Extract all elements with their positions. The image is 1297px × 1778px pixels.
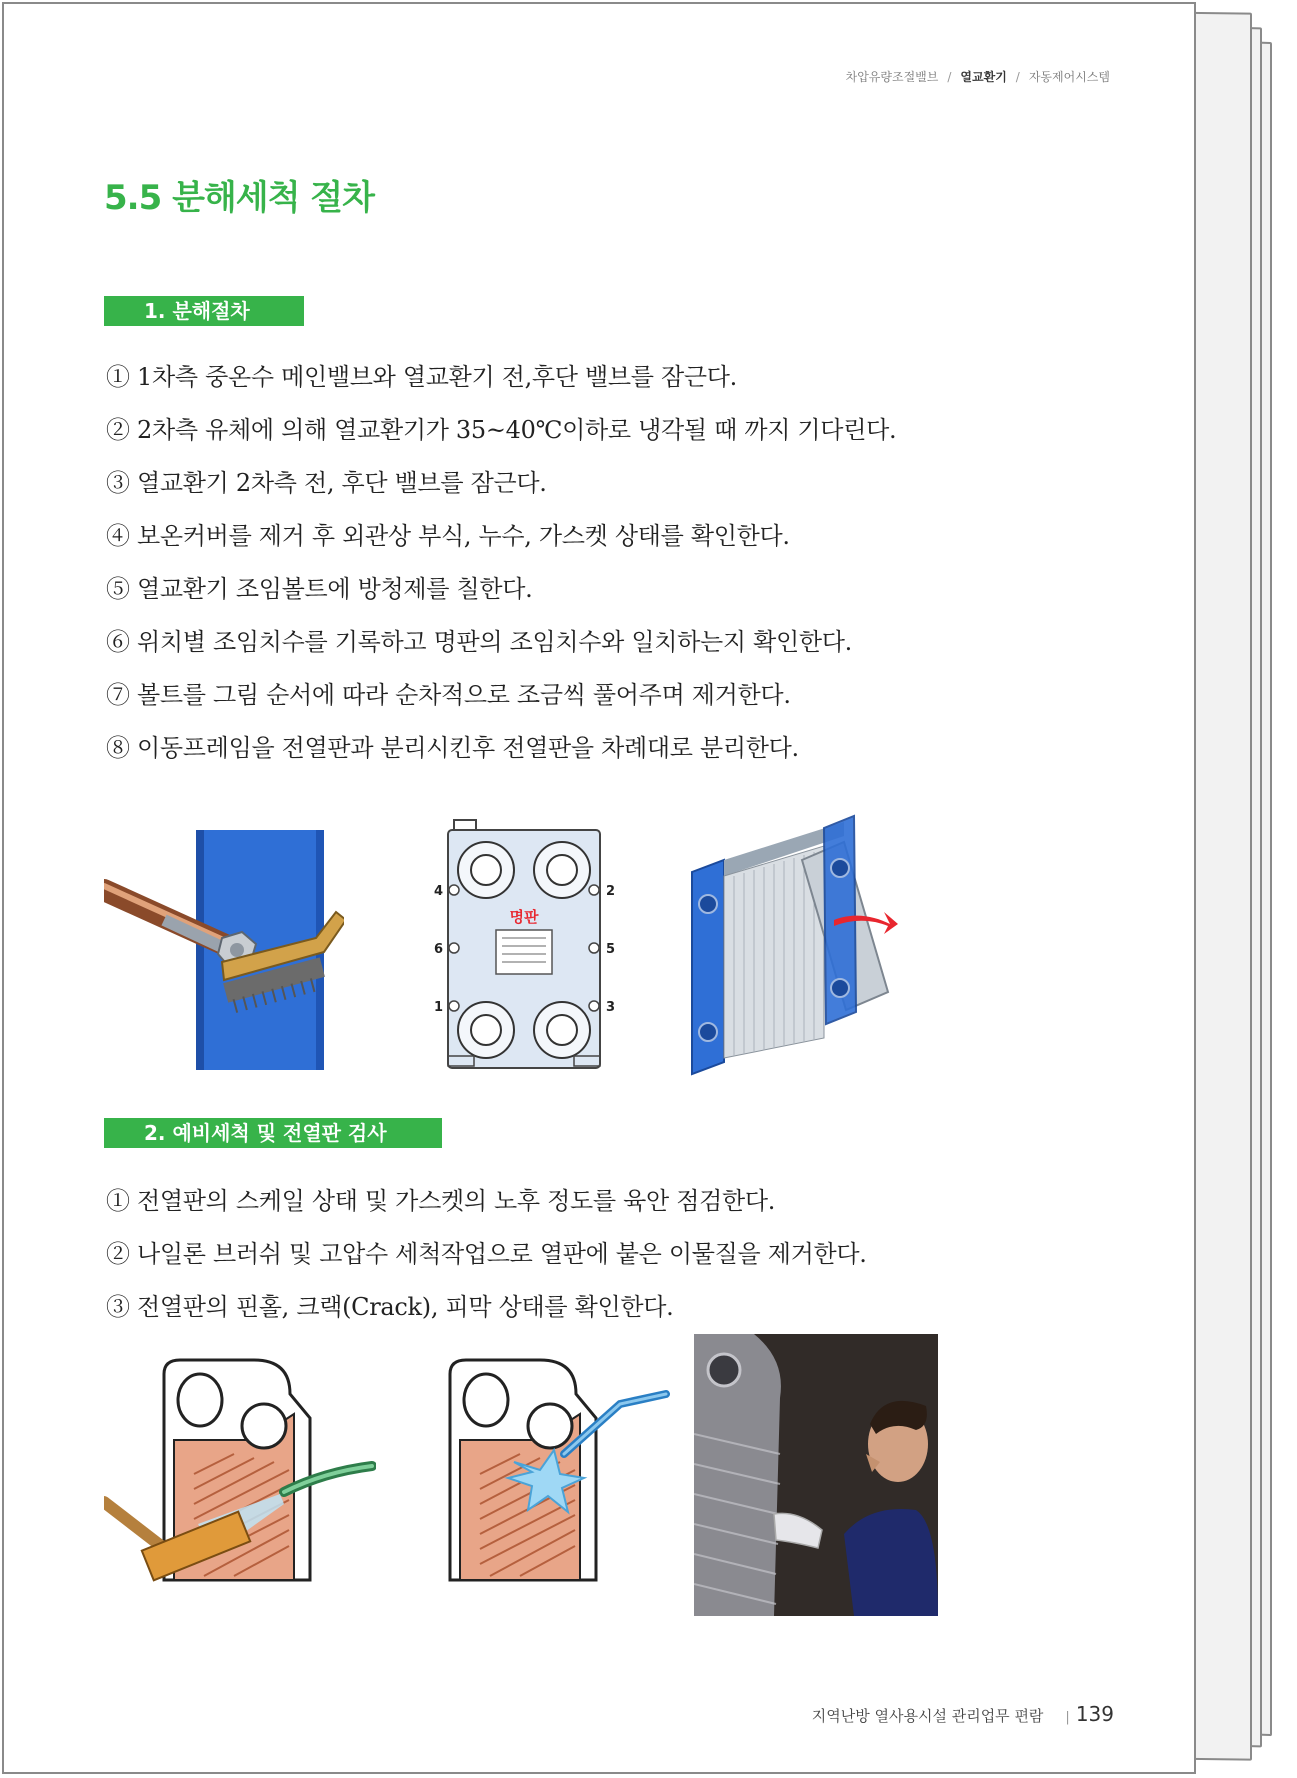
list-item: ③ 전열판의 핀홀, 크랙(Crack), 피막 상태를 확인한다. — [106, 1293, 674, 1321]
nameplate — [496, 930, 552, 974]
section-heading-disassembly: 1. 분해절차 — [104, 296, 304, 326]
list-item: ⑦ 볼트를 그림 순서에 따라 순차적으로 조금씩 풀어주며 제거한다. — [106, 681, 791, 709]
bolt-number: 1 — [434, 1000, 444, 1015]
list-item: ② 나일론 브러쉬 및 고압수 세척작업으로 열판에 붙은 이물질을 제거한다. — [106, 1240, 867, 1268]
list-item: ④ 보온커버를 제거 후 외관상 부식, 누수, 가스켓 상태를 확인한다. — [106, 522, 790, 550]
list-item: ③ 열교환기 2차측 전, 후단 밸브를 잠근다. — [106, 469, 547, 497]
bolt-number: 6 — [434, 942, 444, 957]
list-item: ① 전열판의 스케일 상태 및 가스켓의 노후 정도를 육안 점검한다. — [106, 1187, 776, 1215]
document-page — [2, 2, 1196, 1774]
breadcrumb-item[interactable]: 차압유량조절밸브 — [845, 70, 939, 84]
bolt-order-diagram — [424, 816, 624, 1078]
bolt-number: 4 — [434, 884, 444, 899]
list-item: ⑧ 이동프레임을 전열판과 분리시킨후 전열판을 차례대로 분리한다. — [106, 734, 799, 762]
breadcrumb-item[interactable]: 자동제어시스템 — [1028, 70, 1110, 84]
page-title: 5.5 분해세척 절차 — [104, 178, 374, 218]
bolt-number: 5 — [606, 942, 616, 957]
list-item: ⑤ 열교환기 조임볼트에 방청제를 칠한다. — [106, 575, 533, 603]
footer-book-title: 지역난방 열사용시설 관리업무 편람 — [811, 1707, 1044, 1725]
breadcrumb-separator: / — [1015, 70, 1020, 84]
page-number: 139 — [1075, 1702, 1114, 1726]
breadcrumb — [846, 68, 1110, 85]
nameplate-label: 명판 — [509, 908, 539, 926]
page-footer — [812, 1702, 1114, 1726]
list-item: ① 1차측 중온수 메인밸브와 열교환기 전,후단 밸브를 잠근다. — [106, 363, 737, 391]
plate-inspection-photo — [694, 1334, 938, 1616]
bolt-number: 3 — [606, 1000, 616, 1015]
precleaning-steps — [106, 1186, 867, 1345]
section-heading-precleaning: 2. 예비세척 및 전열판 검사 — [104, 1118, 442, 1148]
high-pressure-cleaning-illustration — [444, 1354, 670, 1582]
bolt-number: 2 — [606, 884, 616, 899]
breadcrumb-item-current[interactable]: 열교환기 — [960, 70, 1007, 84]
list-item: ② 2차측 유체에 의해 열교환기가 35~40℃이하로 냉각될 때 까지 기다린다. — [106, 416, 897, 444]
list-item: ⑥ 위치별 조임치수를 기록하고 명판의 조임치수와 일치하는지 확인한다. — [106, 628, 852, 656]
brush-cleaning-illustration — [104, 1354, 376, 1582]
disassembly-steps — [106, 362, 896, 786]
footer-divider: | — [1065, 1710, 1070, 1725]
bolt-brush-illustration — [104, 830, 344, 1070]
breadcrumb-separator: / — [947, 70, 952, 84]
plate-heat-exchanger-illustration — [684, 812, 899, 1080]
